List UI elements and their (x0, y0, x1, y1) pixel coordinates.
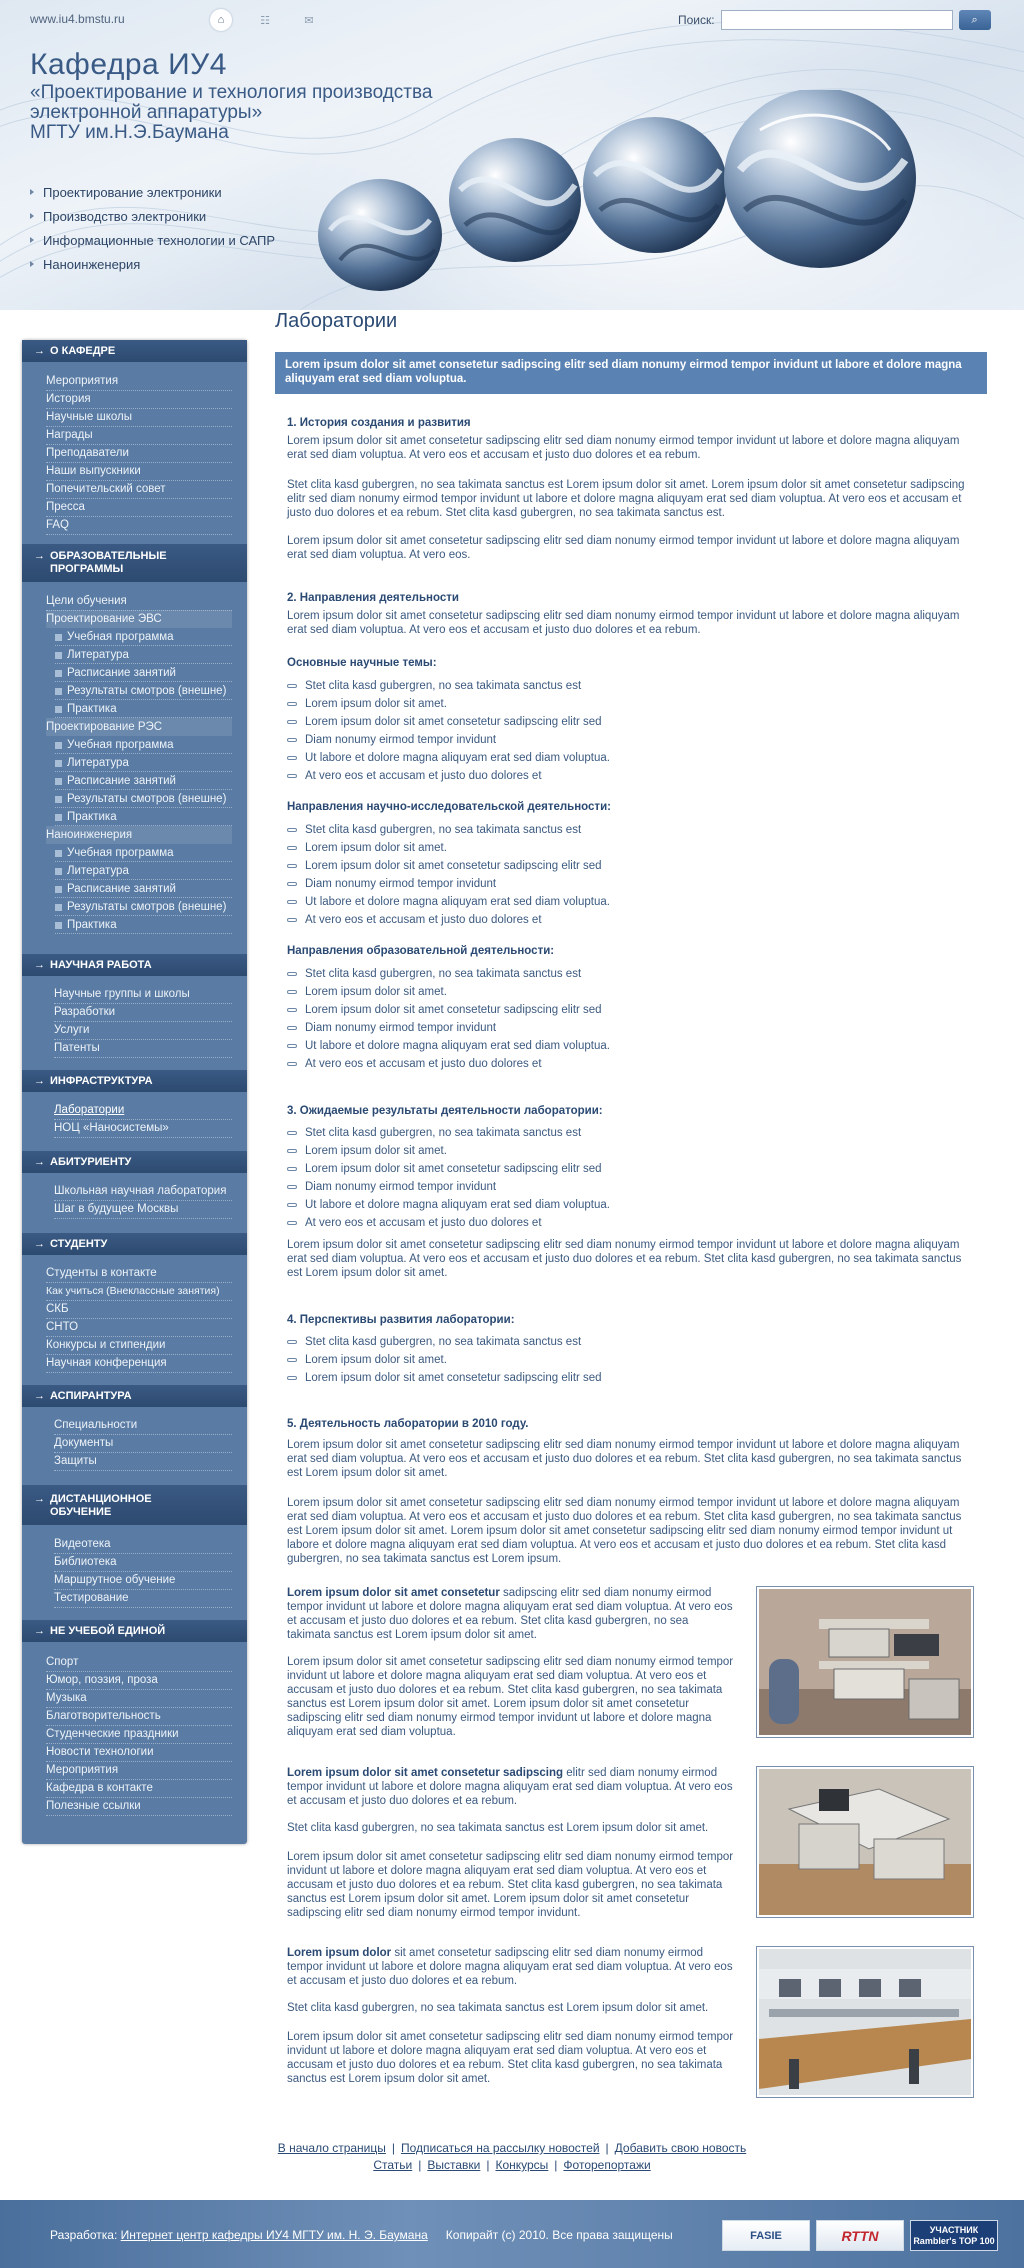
site-header (0, 0, 1024, 310)
sidebar-subitem[interactable]: Практика (55, 916, 232, 934)
sidebar-item[interactable]: Конкурсы и стипендии (46, 1336, 232, 1355)
footer-credit (50, 2228, 673, 2242)
sidebar-item[interactable]: Студенты в контакте (46, 1264, 232, 1283)
dash-bullet-icon (287, 918, 297, 922)
sidebar-item[interactable]: Как учиться (Внеклассные занятия) (46, 1282, 232, 1301)
dash-bullet-icon (287, 1221, 297, 1225)
sidebar-item[interactable]: Полезные ссылки (46, 1797, 232, 1816)
sidebar-subitem[interactable]: Расписание занятий (55, 664, 232, 682)
lab-equipment-image (759, 1589, 971, 1735)
sidebar-item[interactable]: Мероприятия (46, 372, 232, 391)
separator: | (486, 2158, 490, 2172)
list-item: Diam nonumy eirmod tempor invidunt (287, 731, 610, 749)
header-nav-item[interactable] (30, 204, 275, 228)
lab-photo[interactable] (756, 1586, 974, 1738)
list-item: Lorem ipsum dolor sit amet consetetur sadipscing elitr sed (287, 713, 610, 731)
paragraph: Lorem ipsum dolor sit amet consetetur sadipscing elitr sed diam nonumy eirmod tempor invidunt ut labore et dolore magna aliquyam erat sed diam voluptua. At vero eos et accusam et justo duo dolores et ea rebum. (287, 1767, 733, 1807)
list-item: At vero eos et accusam et justo duo dolores et (287, 911, 610, 929)
sidebar-item[interactable]: Защиты (54, 1452, 232, 1471)
dash-bullet-icon (287, 738, 297, 742)
footer-link-articles[interactable]: Статьи (373, 2158, 413, 2172)
sidebar-item[interactable]: Кафедра в контакте (46, 1779, 232, 1798)
footer-links-row (0, 2158, 1024, 2172)
sidebar-section-title: ДИСТАНЦИОННОЕ ОБУЧЕНИЕ (50, 1493, 152, 1518)
sidebar-subitem[interactable]: Расписание занятий (55, 880, 232, 898)
bullet-arrow-icon (30, 189, 34, 195)
sidebar-section (22, 1620, 247, 1642)
list-item: Stet clita kasd gubergren, no sea takimata sanctus est (287, 677, 610, 695)
header-nav-item[interactable] (30, 180, 275, 204)
site-title: Кафедра ИУ4 (30, 48, 227, 81)
top-icon-bar (210, 9, 320, 31)
sidebar-subitem[interactable]: Практика (55, 700, 232, 718)
paragraph: Stet clita kasd gubergren, no sea takimata sanctus est Lorem ipsum dolor sit amet. (287, 2002, 709, 2014)
sidebar-item[interactable]: Школьная научная лаборатория (54, 1182, 232, 1201)
site-footer (0, 2200, 1024, 2268)
sidebar-item[interactable]: Документы (54, 1434, 232, 1453)
sidebar-item[interactable]: Спорт (46, 1653, 232, 1672)
arrow-right-icon: → (34, 550, 45, 562)
bullet-list (287, 965, 610, 1073)
dash-bullet-icon (287, 774, 297, 778)
sidebar-item[interactable]: Благотворительность (46, 1707, 232, 1726)
rambler-top100-badge[interactable]: УЧАСТНИК Rambler's TOP 100 (910, 2220, 998, 2251)
sidebar-section-header[interactable] (22, 1620, 247, 1642)
search-label: Поиск: (678, 13, 715, 27)
sidebar-section-title: НАУЧНАЯ РАБОТА (50, 959, 152, 971)
dash-bullet-icon (287, 1203, 297, 1207)
sidebar-group[interactable]: Наноинженерия (46, 826, 232, 844)
sidebar-section-header[interactable] (22, 1070, 247, 1092)
list-item: Stet clita kasd gubergren, no sea takimata sanctus est (287, 965, 610, 983)
paragraph: Lorem ipsum dolor sit amet consetetur sadipscing elitr sed diam nonumy eirmod tempor invidunt ut labore et dolore magna aliquyam erat sed diam voluptua. At vero eos et accusam et justo duo dolores et ea rebum. (287, 1947, 733, 1987)
subsection-heading: Направления научно-исследовательской деятельности: (287, 801, 611, 813)
sidebar-section-title: АСПИРАНТУРА (50, 1390, 132, 1402)
sidebar-section-header[interactable] (22, 544, 247, 582)
list-item: Ut labore et dolore magna aliquyam erat sed diam voluptua. (287, 749, 610, 767)
list-item: Lorem ipsum dolor sit amet consetetur sadipscing elitr sed (287, 1369, 602, 1387)
dash-bullet-icon (287, 972, 297, 976)
footer-links-row (0, 2141, 1024, 2155)
lab-photo[interactable] (756, 1766, 974, 1918)
sidebar-subitem[interactable]: Результаты смотров (внешне) (55, 898, 232, 916)
list-item: Ut labore et dolore magna aliquyam erat sed diam voluptua. (287, 1196, 610, 1214)
sidebar-subitem[interactable]: Литература (55, 646, 232, 664)
sidebar-section-header[interactable] (22, 1385, 247, 1407)
sitemap-icon[interactable]: ☷ (260, 14, 270, 27)
page-title: Лаборатории (275, 310, 398, 332)
partner-badges (722, 2220, 998, 2251)
sidebar-group[interactable]: Проектирование РЭС (46, 718, 232, 736)
list-item: At vero eos et accusam et justo duo dolores et (287, 767, 610, 785)
paragraph: Lorem ipsum dolor sit amet consetetur sadipscing elitr sed diam nonumy eirmod tempor invidunt ut labore et dolore magna aliquyam erat sed diam voluptua. At vero eos et accusam et justo duo dolores et ea rebum. Stet clita kasd gubergren, no sea takimata sanctus est Lorem ipsum dolor sit amet. (287, 2031, 734, 2085)
bullet-arrow-icon (30, 261, 34, 267)
list-item: Ut labore et dolore magna aliquyam erat sed diam voluptua. (287, 1037, 610, 1055)
sidebar-section-title: ИНФРАСТРУКТУРА (50, 1075, 153, 1087)
list-item: Stet clita kasd gubergren, no sea takimata sanctus est (287, 821, 610, 839)
sidebar-section (22, 1385, 247, 1407)
sidebar-section-header[interactable] (22, 1485, 247, 1525)
sidebar-item[interactable]: Наши выпускники (46, 462, 232, 481)
dash-bullet-icon (287, 720, 297, 724)
dash-bullet-icon (287, 756, 297, 760)
paragraph: Lorem ipsum dolor sit amet consetetur sadipscing elitr sed diam nonumy eirmod tempor invidunt ut labore et dolore magna aliquyam erat sed diam voluptua. At vero eos et accusam et justo duo dolores et ea rebum. Stet clita kasd gubergren, no sea takimata sanctus est Lorem ipsum dolor sit amet. (287, 1587, 733, 1641)
header-nav (30, 180, 275, 276)
list-item: Lorem ipsum dolor sit amet. (287, 1142, 610, 1160)
subsection-heading: Основные научные темы: (287, 657, 437, 669)
sidebar-item[interactable]: FAQ (46, 516, 232, 535)
paragraph: Stet clita kasd gubergren, no sea takimata sanctus est Lorem ipsum dolor sit amet. Lorem ipsum dolor sit amet consetetur sadipscing elitr sed diam nonumy eirmod tempor invidunt ut labore et dolore magna aliquyam erat sed diam voluptua. At vero eos et accusam et justo duo dolores et ea rebum. Stet clita kasd gubergren, no sea takimata sanctus est. (287, 479, 965, 519)
bullet-list (287, 1124, 610, 1232)
dash-bullet-icon (287, 1026, 297, 1030)
dash-bullet-icon (287, 1131, 297, 1135)
sidebar-item[interactable]: Преподаватели (46, 444, 232, 463)
sidebar-item[interactable]: Библиотека (54, 1553, 232, 1572)
paragraph: Stet clita kasd gubergren, no sea takimata sanctus est Lorem ipsum dolor sit amet. (287, 1822, 709, 1834)
sidebar-subitem[interactable]: Практика (55, 808, 232, 826)
search-input[interactable] (721, 10, 953, 30)
arrow-right-icon: → (34, 1075, 45, 1087)
credit-link[interactable]: Интернет центр кафедры ИУ4 МГТУ им. Н. Э. Баумана (120, 2228, 428, 2242)
dash-bullet-icon (287, 1167, 297, 1171)
dash-bullet-icon (287, 1008, 297, 1012)
sidebar-section (22, 544, 247, 582)
separator: | (391, 2141, 396, 2155)
sidebar-item[interactable]: СКБ (46, 1300, 232, 1319)
dash-bullet-icon (287, 900, 297, 904)
arrow-right-icon: → (34, 1625, 45, 1637)
header-nav-label: Наноинженерия (43, 256, 141, 272)
sidebar-subitem[interactable]: Литература (55, 862, 232, 880)
search-button[interactable] (959, 10, 991, 30)
sidebar-subitem[interactable]: Учебная программа (55, 736, 232, 754)
dash-bullet-icon (287, 1340, 297, 1344)
subsection-heading: Направления образовательной деятельности: (287, 945, 555, 957)
sidebar-item-active[interactable]: Лаборатории (54, 1101, 232, 1120)
sidebar-item[interactable]: Разработки (54, 1003, 232, 1022)
arrow-right-icon: → (34, 1493, 45, 1505)
sidebar-section-title: ОБРАЗОВАТЕЛЬНЫЕ ПРОГРАММЫ (50, 550, 167, 575)
header-nav-item[interactable] (30, 228, 275, 252)
sidebar-item[interactable]: Попечительский совет (46, 480, 232, 499)
header-nav-label: Производство электроники (43, 208, 207, 224)
bullet-list (287, 677, 610, 785)
header-nav-item[interactable] (30, 252, 275, 276)
sidebar-item[interactable]: Пресса (46, 498, 232, 517)
subtitle-line: «Проектирование и технология производства (30, 82, 433, 103)
sidebar-section-header[interactable] (22, 954, 247, 976)
sidebar-item[interactable]: СНТО (46, 1318, 232, 1337)
sidebar-section-header[interactable] (22, 1233, 247, 1255)
sidebar-section (22, 1070, 247, 1092)
list-item: Lorem ipsum dolor sit amet consetetur sadipscing elitr sed (287, 1160, 610, 1178)
sidebar-subitem[interactable]: Учебная программа (55, 844, 232, 862)
paragraph: Lorem ipsum dolor sit amet consetetur sadipscing elitr sed diam nonumy eirmod tempor invidunt ut labore et dolore magna aliquyam erat sed diam voluptua. At vero eos et accusam et justo duo dolores et ea rebum. Stet clita kasd gubergren, no sea takimata sanctus est Lorem ipsum dolor sit amet. Lorem ipsum dolor sit amet consetetur sadipscing elitr sed diam nonumy eirmod tempor invidunt. (287, 1851, 734, 1919)
sidebar-item[interactable]: История (46, 390, 232, 409)
sidebar-item[interactable]: Студенческие праздники (46, 1725, 232, 1744)
sidebar-subitem[interactable]: Результаты смотров (внешне) (55, 790, 232, 808)
paragraph: Lorem ipsum dolor sit amet consetetur sadipscing elitr sed diam nonumy eirmod tempor invidunt ut labore et dolore magna aliquyam erat sed diam voluptua. At vero eos et accusam et justo duo dolores et ea rebum. Stet clita kasd gubergren, no sea takimata sanctus est Lorem ipsum dolor sit amet. (287, 1439, 962, 1479)
sidebar-item[interactable]: Маршрутное обучение (54, 1571, 232, 1590)
dash-bullet-icon (287, 1358, 297, 1362)
sidebar-item[interactable]: Научные группы и школы (54, 985, 232, 1004)
sidebar-item[interactable]: Музыка (46, 1689, 232, 1708)
list-item: At vero eos et accusam et justo duo dolores et (287, 1214, 610, 1232)
section-heading: 2. Направления деятельности (287, 592, 459, 604)
sidebar-item[interactable]: Шаг в будущее Москвы (54, 1200, 232, 1219)
sidebar-subitem[interactable]: Результаты смотров (внешне) (55, 682, 232, 700)
sidebar-section-title: О КАФЕДРЕ (50, 345, 116, 357)
sidebar-item[interactable]: Специальности (54, 1416, 232, 1435)
lab-classroom-image (759, 1949, 971, 2095)
lead-banner: Lorem ipsum dolor sit amet consetetur sadipscing elitr sed diam nonumy eirmod tempor invidunt ut labore et dolore magna aliquyam erat sed diam voluptua. (275, 352, 987, 394)
sidebar-subitem[interactable]: Расписание занятий (55, 772, 232, 790)
arrow-right-icon: → (34, 1156, 45, 1168)
dash-bullet-icon (287, 1149, 297, 1153)
list-item: Stet clita kasd gubergren, no sea takimata sanctus est (287, 1333, 602, 1351)
separator: | (418, 2158, 422, 2172)
sidebar-section (22, 340, 247, 362)
sidebar-section-title: СТУДЕНТУ (50, 1238, 108, 1250)
lab-photo[interactable] (756, 1946, 974, 2098)
list-item: Stet clita kasd gubergren, no sea takimata sanctus est (287, 1124, 610, 1142)
site-url[interactable]: www.iu4.bmstu.ru (30, 12, 125, 26)
sidebar-item[interactable]: Научная конференция (46, 1354, 232, 1373)
sidebar-nav (22, 340, 247, 1844)
header-nav-label: Информационные технологии и САПР (43, 232, 276, 248)
bullet-arrow-icon (30, 237, 34, 243)
dash-bullet-icon (287, 882, 297, 886)
footer-link-photo-reports[interactable]: Фоторепортажи (563, 2158, 651, 2172)
sidebar-subitem[interactable]: Литература (55, 754, 232, 772)
list-item: Lorem ipsum dolor sit amet consetetur sadipscing elitr sed (287, 857, 610, 875)
sidebar-item[interactable]: НОЦ «Наносистемы» (54, 1119, 232, 1138)
paragraph: Lorem ipsum dolor sit amet consetetur sadipscing elitr sed diam nonumy eirmod tempor invidunt ut labore et dolore magna aliquyam erat sed diam voluptua. At vero eos. (287, 535, 960, 561)
sidebar-item[interactable]: Мероприятия (46, 1761, 232, 1780)
dash-bullet-icon (287, 1185, 297, 1189)
paragraph: Lorem ipsum dolor sit amet consetetur sadipscing elitr sed diam nonumy eirmod tempor invidunt ut labore et dolore magna aliquyam erat sed diam voluptua. At vero eos et accusam et justo duo dolores et ea rebum. Stet clita kasd gubergren, no sea takimata sanctus est Lorem ipsum dolor sit amet. (287, 1239, 962, 1279)
section-heading: 5. Деятельность лаборатории в 2010 году. (287, 1418, 529, 1430)
sidebar-item[interactable]: Награды (46, 426, 232, 445)
footer-link-add-news[interactable]: Добавить свою новость (614, 2141, 747, 2155)
sidebar-section-title: АБИТУРИЕНТУ (50, 1156, 132, 1168)
sidebar-subitem[interactable]: Учебная программа (55, 628, 232, 646)
subtitle-line: МГТУ им.Н.Э.Баумана (30, 122, 229, 143)
list-item: At vero eos et accusam et justo duo dolores et (287, 1055, 610, 1073)
subtitle-line: электронной аппаратуры» (30, 102, 263, 123)
sidebar-section-header[interactable] (22, 1151, 247, 1173)
credit-prefix: Разработка: (50, 2228, 121, 2242)
sidebar-item[interactable]: Тестирование (54, 1589, 232, 1608)
sidebar-item[interactable]: Видеотека (54, 1535, 232, 1554)
arrow-right-icon: → (34, 959, 45, 971)
list-item: Lorem ipsum dolor sit amet consetetur sadipscing elitr sed (287, 1001, 610, 1019)
list-item: Lorem ipsum dolor sit amet. (287, 1351, 602, 1369)
sidebar-section (22, 1233, 247, 1255)
bullet-list (287, 1333, 602, 1387)
dash-bullet-icon (287, 684, 297, 688)
sidebar-section-header[interactable] (22, 340, 247, 362)
sidebar-section (22, 954, 247, 976)
section-heading: 1. История создания и развития (287, 417, 471, 429)
sidebar-item[interactable]: Патенты (54, 1039, 232, 1058)
search-bar (678, 10, 991, 30)
dash-bullet-icon (287, 1376, 297, 1380)
sidebar-item[interactable]: Юмор, поэзия, проза (46, 1671, 232, 1690)
dash-bullet-icon (287, 846, 297, 850)
section-heading: 4. Перспективы развития лаборатории: (287, 1314, 515, 1326)
sidebar-section-title: НЕ УЧЕБОЙ ЕДИНОЙ (50, 1625, 166, 1637)
sidebar-item[interactable]: Научные школы (46, 408, 232, 427)
lab-machines-image (759, 1769, 971, 1915)
sidebar-group[interactable]: Проектирование ЭВС (46, 610, 232, 628)
dash-bullet-icon (287, 828, 297, 832)
sidebar-section (22, 1485, 247, 1525)
arrow-right-icon: → (34, 1390, 45, 1402)
list-item: Lorem ipsum dolor sit amet. (287, 983, 610, 1001)
sidebar-section (22, 1151, 247, 1173)
footer-link-contests[interactable]: Конкурсы (495, 2158, 549, 2172)
header-nav-label: Проектирование электроники (43, 184, 222, 200)
copyright: Копирайт (c) 2010. Все права защищены (445, 2228, 673, 2242)
section-heading: 3. Ожидаемые результаты деятельности лаборатории: (287, 1105, 603, 1117)
dash-bullet-icon (287, 1062, 297, 1066)
dash-bullet-icon (287, 990, 297, 994)
footer-link-subscribe[interactable]: Подписаться на рассылку новостей (401, 2141, 600, 2155)
list-item: Lorem ipsum dolor sit amet. (287, 695, 610, 713)
list-item: Diam nonumy eirmod tempor invidunt (287, 875, 610, 893)
footer-link-exhibitions[interactable]: Выставки (427, 2158, 481, 2172)
separator: | (605, 2141, 609, 2155)
rttn-badge[interactable]: RTTN (816, 2220, 904, 2251)
bullet-list (287, 821, 610, 929)
paragraph: Lorem ipsum dolor sit amet consetetur sadipscing elitr sed diam nonumy eirmod tempor invidunt ut labore et dolore magna aliquyam erat sed diam voluptua. At vero eos et accusam et justo duo dolores et ea rebum. Stet clita kasd gubergren, no sea takimata sanctus est Lorem ipsum dolor sit amet. Lorem ipsum dolor sit amet consetetur sadipscing elitr sed diam nonumy eirmod tempor invidunt ut labore et dolore magna aliquyam erat sed diam voluptua. (287, 1656, 734, 1738)
arrow-right-icon: → (34, 345, 45, 357)
footer-link-top[interactable]: В начало страницы (277, 2141, 386, 2155)
paragraph: Lorem ipsum dolor sit amet consetetur sadipscing elitr sed diam nonumy eirmod tempor invidunt ut labore et dolore magna aliquyam erat sed diam voluptua. At vero eos et accusam et justo duo dolores et ea rebum. Stet clita kasd gubergren, no sea takimata sanctus est Lorem ipsum dolor sit amet. Lorem ipsum dolor sit amet consetetur sadipscing elitr sed diam nonumy eirmod tempor invidunt ut labore et dolore magna aliquyam erat sed diam voluptua. At vero eos et accusam et justo duo dolores et ea rebum. Stet clita kasd gubergren, no sea takimata sanctus est Lorem ipsum. (287, 1497, 962, 1565)
dash-bullet-icon (287, 702, 297, 706)
home-icon[interactable]: ⌂ (210, 9, 232, 31)
separator: | (554, 2158, 558, 2172)
search-icon: ⌕ (971, 13, 978, 26)
list-item: Diam nonumy eirmod tempor invidunt (287, 1178, 610, 1196)
arrow-right-icon: → (34, 1238, 45, 1250)
dash-bullet-icon (287, 864, 297, 868)
mail-icon[interactable]: ✉ (304, 14, 314, 27)
sidebar-item[interactable]: Услуги (54, 1021, 232, 1040)
header-glass-spheres-image (310, 90, 1010, 310)
paragraph: Lorem ipsum dolor sit amet consetetur sadipscing elitr sed diam nonumy eirmod tempor invidunt ut labore et dolore magna aliquyam erat sed diam voluptua. At vero eos et accusam et justo duo dolores et ea rebum. (287, 610, 960, 636)
list-item: Ut labore et dolore magna aliquyam erat sed diam voluptua. (287, 893, 610, 911)
list-item: Lorem ipsum dolor sit amet. (287, 839, 610, 857)
dash-bullet-icon (287, 1044, 297, 1048)
bullet-arrow-icon (30, 213, 34, 219)
list-item: Diam nonumy eirmod tempor invidunt (287, 1019, 610, 1037)
sidebar-item[interactable]: Цели обучения (46, 592, 232, 611)
paragraph: Lorem ipsum dolor sit amet consetetur sadipscing elitr sed diam nonumy eirmod tempor invidunt ut labore et dolore magna aliquyam erat sed diam voluptua. At vero eos et accusam et justo duo dolores et ea rebum. (287, 435, 960, 461)
fasie-badge[interactable]: FASIE (722, 2220, 810, 2251)
sidebar-item[interactable]: Новости технологии (46, 1743, 232, 1762)
